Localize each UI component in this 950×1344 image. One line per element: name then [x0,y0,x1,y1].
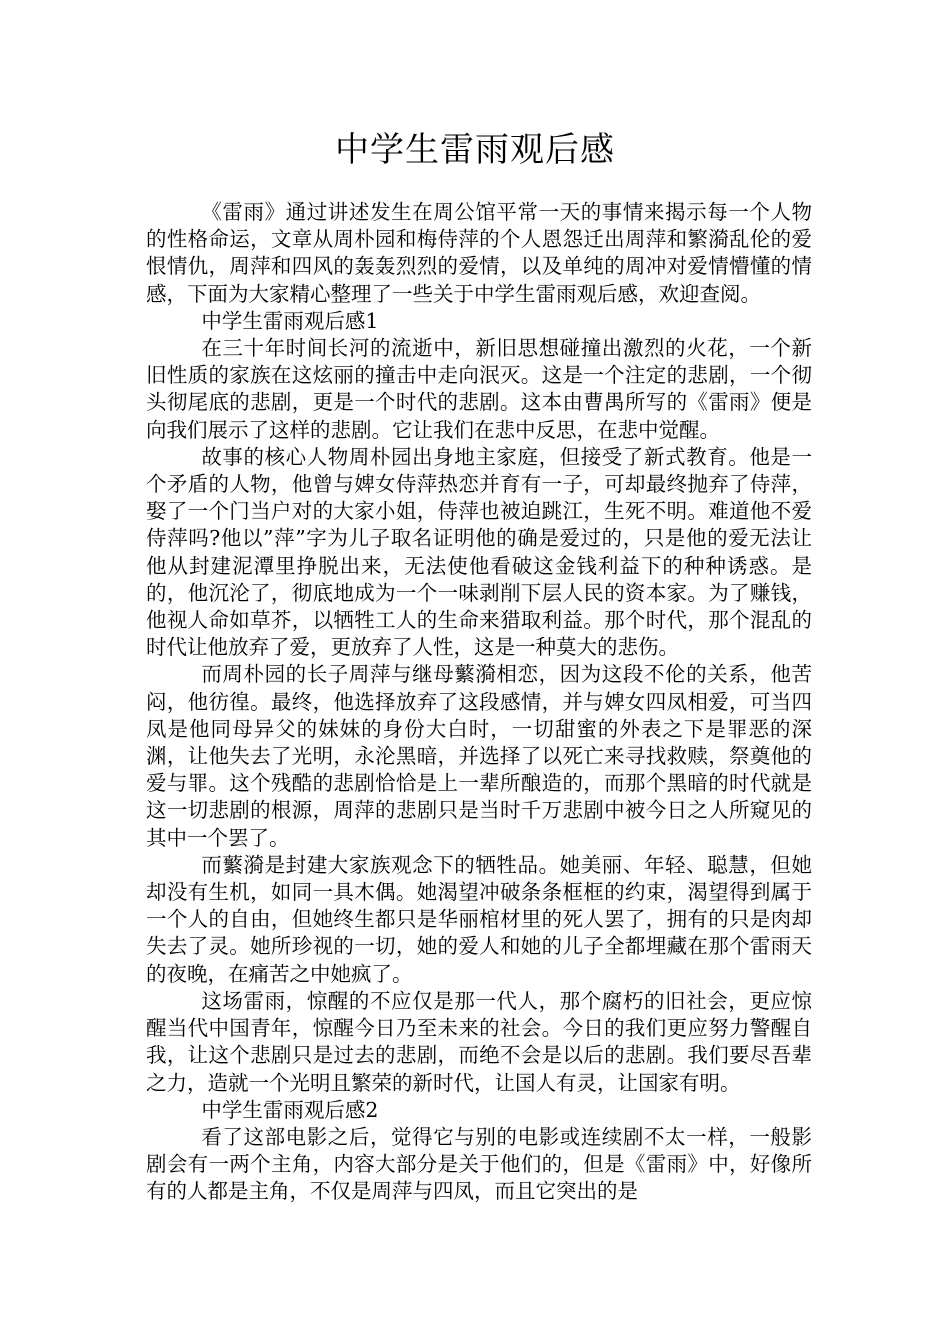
section2-paragraph: 看了这部电影之后，觉得它与别的电影或连续剧不太一样，一般影剧会有一两个主角，内容大部分是关于他们的，但是《雷雨》中，好像所有的人都是主角，不仅是周萍与四凤，而且它突出的是 [146,1124,812,1204]
document-title: 中学生雷雨观后感 [335,130,615,170]
section1-paragraph: 而蘩漪是封建大家族观念下的牺牲品。她美丽、年轻、聪慧，但她却没有生机，如同一具木偶。她渴望冲破条条框框的约束，渴望得到属于一个人的自由，但她终生都只是华丽棺材里的死人罢了，拥有的只是肉却失去了灵。她所珍视的一切，她的爱人和她的儿子全都埋藏在那个雷雨天的夜晚，在痛苦之中她疯了。 [146,852,812,986]
section-heading-1: 中学生雷雨观后感1 [201,308,379,333]
section1-paragraph: 在三十年时间长河的流逝中，新旧思想碰撞出激烈的火花，一个新旧性质的家族在这炫丽的撞击中走向泯灭。这是一个注定的悲剧，一个彻头彻尾底的悲剧，更是一个时代的悲剧。这本由曹禺所写的《雷雨》便是向我们展示了这样的悲剧。它让我们在悲中反思，在悲中觉醒。 [146,336,812,442]
section1-paragraph: 这场雷雨，惊醒的不应仅是那一代人，那个腐朽的旧社会，更应惊醒当代中国青年，惊醒今日乃至未来的社会。今日的我们更应努力警醒自我，让这个悲剧只是过去的悲剧，而绝不会是以后的悲剧。我们要尽吾辈之力，造就一个光明且繁荣的新时代，让国人有灵，让国家有明。 [146,988,812,1095]
document-body [146,199,812,1206]
section-heading-2: 中学生雷雨观后感2 [201,1097,379,1122]
intro-paragraph: 《雷雨》通过讲述发生在周公馆平常一天的事情来揭示每一个人物的性格命运，文章从周朴园和梅侍萍的个人恩怨迁出周萍和繁漪乱伦的爱恨情仇，周萍和四风的轰轰烈烈的爱情，以及单纯的周冲对爱情懵懂的情感，下面为大家精心整理了一些关于中学生雷雨观后感，欢迎查阅。 [146,200,812,306]
section1-paragraph: 而周朴园的长子周萍与继母蘩漪相恋，因为这段不伦的关系，他苦闷，他彷徨。最终，他选择放弃了这段感情，并与婢女四凤相爱，可当四凤是他同母异父的妹妹的身份大白时，一切甜蜜的外表之下是罪恶的深渊，让他失去了光明，永沦黑暗，并选择了以死亡来寻找救赎，祭奠他的爱与罪。这个残酷的悲剧恰恰是上一辈所酿造的，而那个黑暗的时代就是这一切悲剧的根源，周萍的悲剧只是当时千万悲剧中被今日之人所窥见的其中一个罢了。 [146,662,812,850]
section1-paragraph: 故事的核心人物周朴园出身地主家庭，但接受了新式教育。他是一个矛盾的人物，他曾与婢女侍萍热恋并育有一子，可却最终抛弃了侍萍，娶了一个门当户对的大家小姐，侍萍也被迫跳江，生死不明。难道他不爱侍萍吗?他以”萍”字为儿子取名证明他的确是爱过的，只是他的爱无法让他从封建泥潭里挣脱出来，无法使他看破这金钱利益下的种种诱惑。是的，他沉沦了，彻底地成为一个一味剥削下层人民的资本家。为了赚钱，他视人命如草芥，以牺牲工人的生命来猎取利益。那个时代，那个混乱的时代让他放弃了爱，更放弃了人性，这是一种莫大的悲伤。 [146,444,812,660]
